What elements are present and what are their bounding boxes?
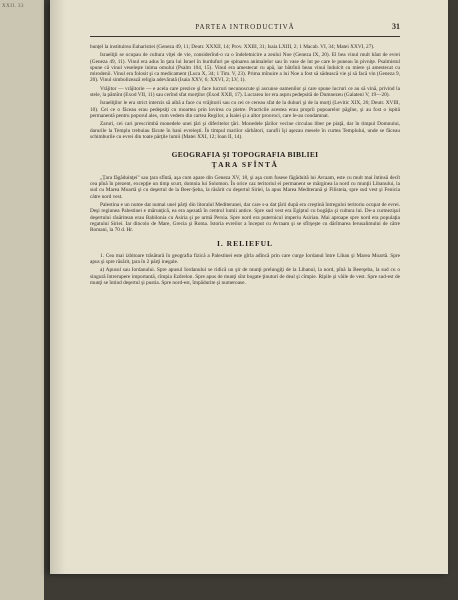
paragraph: Israeliţii se ocupau de cultura viţei de vie, considerînd-o ca o îndeletnicire a zeului Noe (Geneza IX, 20). El bea vinul mult băut de evrei (Geneza 49, 11). Vinul era adus în ţara lui Israel în burdufuri pe spinarea animalelor sau în vase de lut pe care le puneau în pivniţe. Psalmistul spune că vinul veseleşte inima omului (Psalm 104, 15). Vinul era amestecat cu apă, iar bătrînii beau vinul îndulcit cu miere şi amestecat cu mirodenii. Vinul era folosit şi ca medicament (Luca X, 34; 1 Tim. V, 23). Prima mînuire a lui Noe a fost să sădească vie şi să facă vin (Geneza 9, 20). Vinul simbolizează religia adevărată (Isaia XXV, 6; XXVI, 2; LV, 1).: [90, 52, 400, 84]
paragraph: bunţel la instituirea Euharistiei (Geneza 49, 11; Deutr. XXXII, 14; Prov. XXIII, 31; Isaia LXIII, 2; 1 Macab. VI, 34; Matei XXVI, 27).: [90, 44, 375, 50]
book-page: [50, 0, 448, 574]
page-header: [90, 22, 400, 37]
underlying-page-edge: [0, 0, 44, 600]
page-number: 31: [392, 22, 400, 31]
paragraph: Israeliţilor le era strict interzis să aibă a face cu vrăjitorii sau cu cei ce cereau sfat de la duhuri şi de la morţi (Levitic XIX, 26; Deutr. XVIII, 10). Cei ce o făceau erau pedepsiţi cu moartea prin lovirea cu pietre. Practicile acestea erau proprii popoarelor păgîne, şi au fost o ispită permanentă pentru poporul ales, cum vedem din cartea Regilor, a Isaiei şi a altor prooroci, care le-au condamnat.: [90, 100, 400, 119]
paragraph: „Ţara făgăduinţei" sau ţara sfîntă, aşa cum apare din Geneza XV, 18, şi aşa cum fusese făgăduită lui Avraam, este cu mult mai întinsă decît cea pînă în prezent, excepţie un timp scurt, domnia lui Solomon. În orice caz teritoriul ei permanent se mărginea la nord cu munţii Libanului, la sud cu Marea Moartă şi cu deşertul de la Beer-Şeba, la răsărit cu deşertul Siriei, la apus Marea Mediterană şi Filisteia, spre sud vest şi Fenicia către nord vest.: [90, 174, 400, 200]
paragraph: Vrăjitor — vrăjitorie — e acela care prezice şi face lucruri necunoscute şi ascunse oamenilor şi care spune lucruri ce au să vină, privind la stele, la pămînt (Exod VII, 11) sau cerînd sfat morţilor (Exod XXII, 17). Lucrarea lor era aspru pedepsită de Dumnezeu (Galateni V, 19—20).: [90, 85, 400, 99]
paragraph: Zaruri, cei cari prescrimbă monedele unei ţări şi diferitelor ţări. Monedele ţărilor vecine circulau liber pe piaţă, dar în timpul Domnului, darurile la Templu trebuiau făcute în bani evreieşti. În timpul marilor sărbători, zarafii îşi aşezau mesele în curtea Templului, unde se făceau schimburile cu evrei din toate părţile lumii (Matei XXI, 12; Ioan II, 14).: [90, 121, 400, 140]
page-body: [90, 44, 400, 560]
chapter-subheading: ŢARA SFÎNTĂ: [211, 160, 279, 170]
chapter-heading: GEOGRAFIA ŞI TOPOGRAFIA BIBLIEI: [171, 150, 319, 160]
paragraph: a) Apusul sau Iordanului. Spre apusul Iordanului se ridică un şir de munţi prelungiţi de la Libanul, la nord, pînă la Beerşeba, la sud cu o singură întrerupere importantă, cîmpia Ezdrelon. Spre apus de munţi sînt bogate ţinuturi de deal şi cîmpie. Ripile şi văile de vest. Spre sud-est de munţi se întind deşertul şi pustia. Spre nord-est, împădurite şi numeroase.: [90, 267, 400, 286]
paragraph: Palestina e un nume dat numai unei părţi din litoralul Mediteranei, dar care s-a dat ţării după era creştină întregului teritoriu ocupat de evrei. Deşi regiunea Palestinei e mărunţică, ea era aşezată în centrul lumii antice. Spre sud vest era Egiptul cu bogăţia şi cultura lui. De-a curmezişul deşertului răsăritean erau Babilonia cu Asiria şi pe urmă Persia. Spre nord era puternicul imperiu Asirian. Mai aproape spre nord era populaţia regatului Siriei. Iar dincolo de Mare, Grecia şi Roma. Istoria evreilor a început cu Avraam şi se sfîrşeşte cu dărîmarea Ierusalimului de către Romani, la 70 d. Hr.: [90, 201, 400, 234]
paragraph: 1. Cea mai izbitoare trăsătură în geografia fizică a Palestinei este gîrla adîncă prin care curge Iordanul între Liban şi Marea Moartă. Spre apus şi spre răsărit, ţara în 2 părţi inegale.: [90, 252, 400, 266]
section-heading: I. RELIEFUL: [216, 239, 273, 249]
underlying-page-fragment: XXII. 33: [2, 4, 25, 9]
running-title: PARTEA INTRODUCTIVĂ: [195, 23, 295, 31]
